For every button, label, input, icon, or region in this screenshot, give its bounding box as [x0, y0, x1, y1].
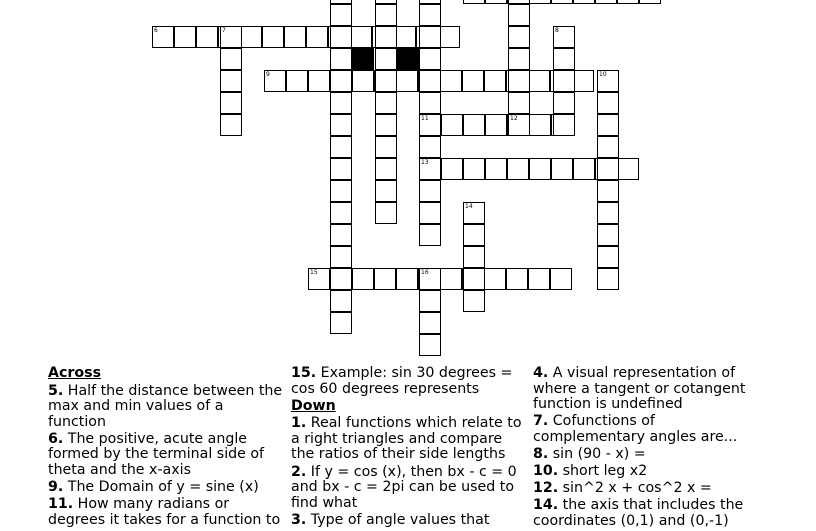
- clue-number: 13: [421, 159, 429, 166]
- crossword-cell[interactable]: [220, 92, 242, 114]
- crossword-cell[interactable]: [595, 0, 617, 4]
- crossword-cell[interactable]: [394, 26, 416, 48]
- crossword-cell[interactable]: [440, 268, 462, 290]
- crossword-cell[interactable]: [196, 26, 218, 48]
- crossword-cell[interactable]: [553, 48, 575, 70]
- crossword-cell[interactable]: [419, 4, 441, 26]
- crossword-cell[interactable]: [306, 26, 328, 48]
- crossword-cell[interactable]: [152, 26, 174, 48]
- crossword-cell[interactable]: [485, 0, 507, 4]
- crossword-cell[interactable]: [597, 268, 619, 290]
- clue-number-label: 15.: [291, 365, 317, 381]
- clue-item: [533, 498, 765, 529]
- clues-left-column: [48, 366, 284, 530]
- clue-text: Type of angle values that: [306, 511, 490, 528]
- crossword-cell[interactable]: [597, 136, 619, 158]
- crossword-cell[interactable]: [375, 202, 397, 224]
- crossword-cell[interactable]: [419, 136, 441, 158]
- clue-item: [533, 414, 765, 445]
- crossword-cell[interactable]: [330, 48, 352, 70]
- crossword-cell[interactable]: [352, 70, 374, 92]
- black-square: [352, 48, 374, 70]
- down-heading: Down: [291, 397, 336, 414]
- clue-item: [291, 366, 523, 397]
- down-clue-list-continued: [533, 366, 765, 529]
- crossword-cell[interactable]: [375, 180, 397, 202]
- crossword-cell[interactable]: [551, 158, 573, 180]
- clue-number: 12: [510, 115, 518, 122]
- crossword-cell[interactable]: [463, 268, 485, 290]
- crossword-cell[interactable]: [553, 26, 575, 48]
- crossword-cell[interactable]: [597, 158, 619, 180]
- clue-number-label: 1.: [291, 415, 307, 432]
- crossword-cell[interactable]: [508, 4, 530, 26]
- clue-number-label: 4.: [533, 365, 549, 381]
- crossword-cell[interactable]: [508, 26, 530, 48]
- crossword-cell[interactable]: [463, 202, 485, 224]
- crossword-cell[interactable]: [597, 202, 619, 224]
- crossword-cell[interactable]: [463, 0, 485, 4]
- crossword-cell[interactable]: [375, 92, 397, 114]
- crossword-cell[interactable]: [441, 114, 463, 136]
- crossword-cell[interactable]: [441, 158, 463, 180]
- crossword-cell[interactable]: [330, 4, 352, 26]
- crossword-cell[interactable]: [550, 268, 572, 290]
- clue-text: If y = cos (x), then bx - c = 0 and bx - c = 2pi can be used to find what: [291, 463, 517, 511]
- crossword-cell[interactable]: [330, 158, 352, 180]
- crossword-cell[interactable]: [553, 114, 575, 136]
- crossword-cell[interactable]: [419, 48, 441, 70]
- clue-number: 8: [555, 27, 559, 34]
- crossword-cell[interactable]: [419, 114, 441, 136]
- crossword-cell[interactable]: [375, 158, 397, 180]
- across-clue-list: [48, 384, 284, 529]
- crossword-cell[interactable]: [507, 158, 529, 180]
- crossword-cell[interactable]: [419, 202, 441, 224]
- clue-item: [533, 447, 765, 463]
- crossword-cell[interactable]: [419, 180, 441, 202]
- crossword-cell[interactable]: [330, 268, 352, 290]
- crossword-cell[interactable]: [485, 158, 507, 180]
- crossword-cell[interactable]: [220, 26, 242, 48]
- crossword-cell[interactable]: [308, 70, 330, 92]
- crossword-cell[interactable]: [419, 26, 441, 48]
- clue-item: [533, 366, 765, 413]
- clue-number: 11: [421, 115, 429, 122]
- crossword-cell[interactable]: [375, 114, 397, 136]
- crossword-cell[interactable]: [330, 202, 352, 224]
- crossword-cell[interactable]: [330, 114, 352, 136]
- crossword-cell[interactable]: [220, 70, 242, 92]
- clue-number-label: 14.: [533, 497, 559, 514]
- clue-item: [291, 465, 523, 512]
- down-clue-list: [291, 416, 523, 528]
- crossword-cell[interactable]: [597, 180, 619, 202]
- across-clue-list-continued: [291, 366, 523, 397]
- crossword-cell[interactable]: [396, 70, 418, 92]
- crossword-cell[interactable]: [573, 0, 595, 4]
- crossword-cell[interactable]: [419, 268, 441, 290]
- crossword-cell[interactable]: [240, 26, 262, 48]
- clue-text: A visual representation of where a tangent or cotangent function is undefined: [533, 365, 746, 413]
- clue-number: 14: [465, 203, 473, 210]
- crossword-cell[interactable]: [174, 26, 196, 48]
- crossword-cell[interactable]: [463, 290, 485, 312]
- crossword-cell[interactable]: [617, 0, 639, 4]
- crossword-cell[interactable]: [508, 70, 530, 92]
- crossword-cell[interactable]: [419, 92, 441, 114]
- clue-item: [48, 480, 284, 496]
- crossword-cell[interactable]: [573, 158, 595, 180]
- crossword-cell[interactable]: [220, 48, 242, 70]
- crossword-cell[interactable]: [375, 136, 397, 158]
- crossword-cell[interactable]: [484, 70, 506, 92]
- crossword-cell[interactable]: [284, 26, 306, 48]
- clue-item: [48, 384, 284, 431]
- crossword-cell[interactable]: [438, 26, 460, 48]
- clues-right-column: [533, 366, 765, 531]
- clue-text: How many radians or degrees it takes for a function to: [48, 496, 281, 528]
- crossword-cell[interactable]: [597, 114, 619, 136]
- crossword-cell[interactable]: [529, 114, 551, 136]
- clue-text: sin^2 x + cos^2 x =: [558, 480, 712, 497]
- crossword-cell[interactable]: [419, 224, 441, 246]
- crossword-cell[interactable]: [529, 158, 551, 180]
- clue-item: [533, 464, 765, 480]
- crossword-cell[interactable]: [485, 114, 507, 136]
- crossword-cell[interactable]: [597, 92, 619, 114]
- clue-number-label: 12.: [533, 480, 559, 497]
- crossword-cell[interactable]: [597, 70, 619, 92]
- crossword-cell[interactable]: [330, 70, 352, 92]
- crossword-cell[interactable]: [508, 114, 530, 136]
- crossword-cell[interactable]: [553, 70, 575, 92]
- crossword-cell[interactable]: [463, 246, 485, 268]
- clue-text: The Domain of y = sine (x): [63, 479, 259, 496]
- crossword-cell[interactable]: [528, 70, 550, 92]
- across-heading: Across: [48, 365, 102, 381]
- crossword-cell[interactable]: [597, 224, 619, 246]
- crossword-cell[interactable]: [375, 70, 397, 92]
- crossword-cell[interactable]: [462, 70, 484, 92]
- crossword-cell[interactable]: [506, 268, 528, 290]
- crossword-cell[interactable]: [463, 114, 485, 136]
- clue-number-label: 6.: [48, 430, 64, 447]
- crossword-cell[interactable]: [375, 48, 397, 70]
- clue-number: 6: [154, 27, 158, 34]
- crossword-cell[interactable]: [308, 268, 330, 290]
- clue-text: The positive, acute angle formed by the terminal side of theta and the x-axis: [48, 430, 265, 479]
- crossword-cell[interactable]: [639, 0, 661, 4]
- crossword-cell[interactable]: [262, 26, 284, 48]
- crossword-cell[interactable]: [440, 70, 462, 92]
- crossword-cell[interactable]: [508, 48, 530, 70]
- clue-number-label: 8.: [533, 445, 549, 462]
- crossword-cell[interactable]: [419, 70, 441, 92]
- crossword-cell[interactable]: [419, 334, 441, 356]
- clue-text: Real functions which relate to a right triangles and compare the ratios of their side lengths: [291, 415, 522, 463]
- crossword-cell[interactable]: [330, 136, 352, 158]
- crossword-cell[interactable]: [264, 70, 286, 92]
- crossword-cell[interactable]: [553, 92, 575, 114]
- crossword-cell[interactable]: [396, 268, 418, 290]
- crossword-cell[interactable]: [330, 180, 352, 202]
- clue-item: [533, 481, 765, 497]
- crossword-cell[interactable]: [330, 92, 352, 114]
- crossword-cell[interactable]: [220, 114, 242, 136]
- crossword-cell[interactable]: [463, 158, 485, 180]
- crossword-cell[interactable]: [375, 4, 397, 26]
- crossword-cell[interactable]: [551, 0, 573, 4]
- crossword-cell[interactable]: [375, 26, 397, 48]
- clue-number-label: 11.: [48, 496, 74, 513]
- clue-text: sin (90 - x) =: [548, 445, 646, 462]
- clue-number-label: 3.: [291, 511, 307, 528]
- clue-number: 10: [599, 71, 607, 78]
- clue-item: [48, 497, 284, 528]
- clue-item: [291, 513, 523, 529]
- black-square: [397, 48, 419, 70]
- clue-number: 16: [421, 269, 429, 276]
- crossword-cell[interactable]: [529, 0, 551, 4]
- clue-number-label: 5.: [48, 382, 64, 399]
- crossword-cell[interactable]: [286, 70, 308, 92]
- crossword-cell[interactable]: [419, 312, 441, 334]
- crossword-cell[interactable]: [350, 26, 372, 48]
- crossword-cell[interactable]: [330, 26, 352, 48]
- clue-item: [48, 432, 284, 479]
- crossword-cell[interactable]: [597, 246, 619, 268]
- crossword-cell[interactable]: [484, 268, 506, 290]
- clue-number-label: 10.: [533, 463, 559, 480]
- crossword-cell[interactable]: [419, 158, 441, 180]
- clue-text: Example: sin 30 degrees = cos 60 degrees represents: [291, 365, 513, 397]
- crossword-cell[interactable]: [508, 92, 530, 114]
- clue-text: Cofunctions of complementary angles are...: [533, 413, 738, 445]
- crossword-cell[interactable]: [617, 158, 639, 180]
- crossword-cell[interactable]: [572, 70, 594, 92]
- clue-text: short leg x2: [558, 463, 648, 480]
- crossword-cell[interactable]: [374, 268, 396, 290]
- clue-number: 7: [222, 27, 226, 34]
- clue-number: 9: [266, 71, 270, 78]
- crossword-cell[interactable]: [330, 246, 352, 268]
- crossword-cell[interactable]: [352, 268, 374, 290]
- clue-text: Half the distance between the max and min values of a function: [48, 382, 283, 430]
- crossword-cell[interactable]: [463, 224, 485, 246]
- clue-number-label: 2.: [291, 463, 307, 480]
- crossword-cell[interactable]: [330, 312, 352, 334]
- crossword-cell[interactable]: [330, 224, 352, 246]
- clue-item: [291, 416, 523, 463]
- clue-number: 15: [310, 269, 318, 276]
- crossword-cell[interactable]: [330, 290, 352, 312]
- crossword-cell[interactable]: [419, 290, 441, 312]
- clue-text: the axis that includes the coordinates (0,1) and (0,-1): [533, 497, 744, 529]
- clues-middle-column: [291, 366, 523, 530]
- crossword-cell[interactable]: [528, 268, 550, 290]
- clue-number-label: 9.: [48, 479, 64, 496]
- clue-number-label: 7.: [533, 413, 549, 430]
